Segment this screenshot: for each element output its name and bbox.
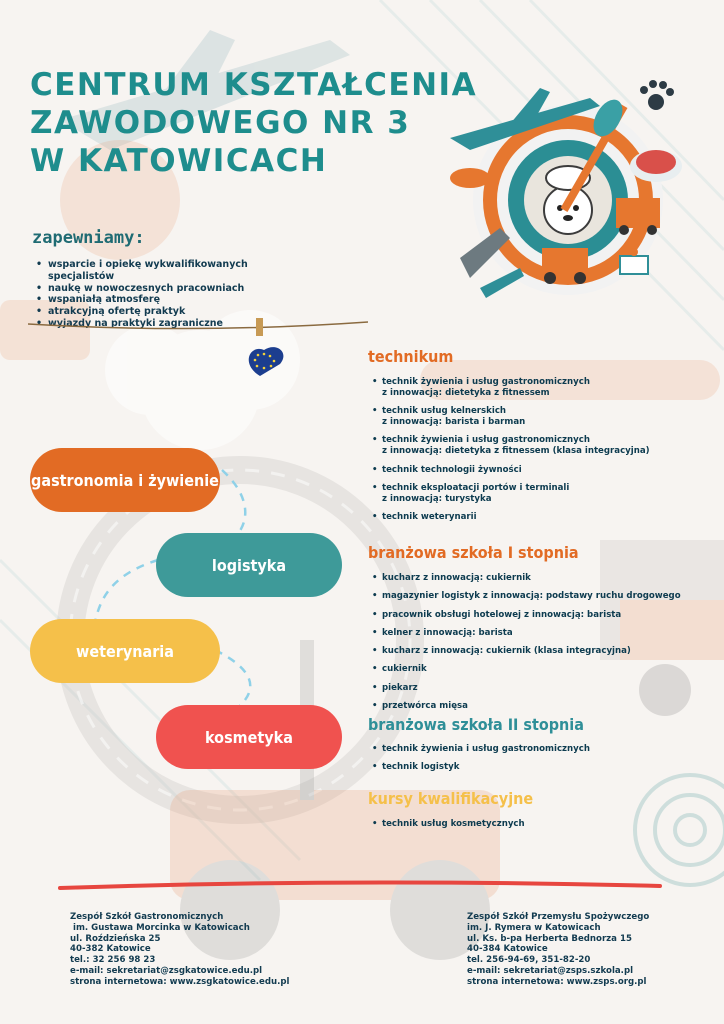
footer-website[interactable]: strona internetowa: www.zsgkatowice.edu.pl bbox=[70, 976, 290, 987]
title-line-2: ZAWODOWEGO NR 3 bbox=[30, 105, 411, 141]
footer-line: ul. Ks. b-pa Herberta Bednorza 15 bbox=[467, 933, 632, 944]
list-item: • kucharz z innowacją: cukiernik bbox=[372, 573, 717, 584]
kursy-list bbox=[372, 819, 717, 830]
branzowa1-list bbox=[372, 573, 717, 712]
technikum-heading: technikum bbox=[368, 347, 454, 366]
vocational-collage-illustration bbox=[440, 78, 710, 310]
page-title bbox=[30, 66, 477, 180]
pill-gastronomia: gastronomia i żywienie bbox=[30, 448, 220, 512]
footer-line: 40-384 Katowice bbox=[467, 944, 548, 955]
list-item: • wyjazdy na praktyki zagraniczne bbox=[36, 318, 276, 330]
title-line-3: W KATOWICACH bbox=[30, 143, 328, 179]
list-item: • kelner z innowacją: barista bbox=[372, 628, 717, 639]
branzowa2-list bbox=[372, 744, 717, 773]
footer-line: 40-382 Katowice bbox=[70, 944, 151, 955]
list-item: • technik usług kelnerskich z innowacją: barista i barman bbox=[372, 406, 717, 427]
footer-line: im. Gustawa Morcinka w Katowicach bbox=[70, 922, 250, 933]
list-item: • naukę w nowoczesnych pracowniach bbox=[36, 283, 276, 295]
branzowa2-heading: branżowa szkoła II stopnia bbox=[368, 715, 584, 734]
footer-left-contact bbox=[70, 912, 290, 988]
list-item: • technik technologii żywności bbox=[372, 465, 717, 476]
footer-email[interactable]: e-mail: sekretariat@zsgkatowice.edu.pl bbox=[70, 965, 263, 976]
list-item: • technik eksploatacji portów i terminali z innowacją: turystyka bbox=[372, 483, 717, 504]
list-item: • magazynier logistyk z innowacją: podstawy ruchu drogowego bbox=[372, 591, 717, 602]
list-item: • technik żywienia i usług gastronomicznych z innowacją: dietetyka z fitnessem (klasa integracyjna) bbox=[372, 435, 717, 456]
pill-weterynaria: weterynaria bbox=[30, 619, 220, 683]
list-item: • piekarz bbox=[372, 683, 717, 694]
footer-line: tel. 256-94-69, 351-82-20 bbox=[467, 955, 591, 966]
list-item: • pracownik obsługi hotelowej z innowacją: barista bbox=[372, 610, 717, 621]
footer-line: im. J. Rymera w Katowicach bbox=[467, 922, 601, 933]
title-line-1: CENTRUM KSZTAŁCENIA bbox=[30, 67, 478, 103]
footer-website[interactable]: strona internetowa: www.zsps.org.pl bbox=[467, 976, 647, 987]
footer-line: Zespół Szkół Gastronomicznych bbox=[70, 912, 224, 922]
list-item: • technik usług kosmetycznych bbox=[372, 819, 717, 830]
branzowa1-heading: branżowa szkoła I stopnia bbox=[368, 543, 579, 562]
footer-right-contact bbox=[467, 912, 649, 988]
pill-kosmetyka: kosmetyka bbox=[156, 705, 342, 769]
list-item: • technik żywienia i usług gastronomicznych bbox=[372, 744, 717, 755]
list-item: • atrakcyjną ofertę praktyk bbox=[36, 306, 276, 318]
technikum-list bbox=[372, 377, 717, 523]
list-item: • kucharz z innowacją: cukiernik (klasa integracyjna) bbox=[372, 646, 717, 657]
zapewniamy-heading: zapewniamy: bbox=[32, 228, 145, 248]
footer-email[interactable]: e-mail: sekretariat@zsps.szkola.pl bbox=[467, 965, 634, 976]
list-item: • przetwórca mięsa bbox=[372, 701, 717, 712]
footer-line: Zespół Szkół Przemysłu Spożywczego bbox=[467, 912, 650, 922]
footer-line: tel.: 32 256 98 23 bbox=[70, 955, 156, 966]
eu-heart-clothesline bbox=[28, 318, 368, 378]
list-item: • cukiernik bbox=[372, 664, 717, 675]
list-item: • technik logistyk bbox=[372, 762, 717, 773]
list-item: • technik weterynarii bbox=[372, 512, 717, 523]
footer-line: ul. Roździeńska 25 bbox=[70, 933, 161, 944]
list-item: • technik żywienia i usług gastronomicznych z innowacją: dietetyka z fitnessem bbox=[372, 377, 717, 398]
list-item: • wsparcie i opiekę wykwalifikowanych specjalistów bbox=[36, 259, 276, 283]
pill-logistyka: logistyka bbox=[156, 533, 342, 597]
list-item: • wspaniałą atmosferę bbox=[36, 294, 276, 306]
kursy-heading: kursy kwalifikacyjne bbox=[368, 789, 534, 808]
